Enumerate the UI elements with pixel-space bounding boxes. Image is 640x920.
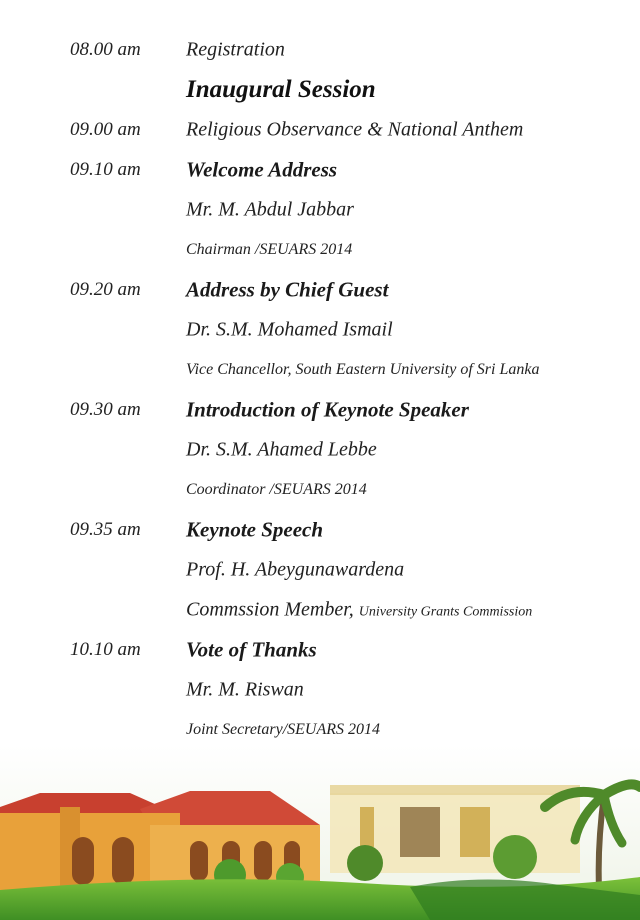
campus-illustration xyxy=(0,745,640,920)
time-label: 08.00 am xyxy=(70,39,141,60)
schedule-row xyxy=(0,110,640,150)
schedule-row xyxy=(0,350,640,390)
event-title: Registration xyxy=(186,38,285,61)
speaker-name: Prof. H. Abeygunawardena xyxy=(186,558,405,581)
schedule-row xyxy=(0,190,640,230)
time-label: 09.10 am xyxy=(70,159,141,180)
schedule-row xyxy=(0,670,640,710)
speaker-role: Coordinator /SEUARS 2014 xyxy=(186,481,367,498)
speaker-name: Mr. M. Abdul Jabbar xyxy=(186,198,354,221)
speaker-role: Vice Chancellor, South Eastern University of Sri Lanka xyxy=(186,361,540,378)
time-label: 09.00 am xyxy=(70,119,141,140)
schedule-row xyxy=(0,630,640,670)
event-title: Welcome Address xyxy=(186,157,338,182)
schedule-row xyxy=(0,390,640,430)
schedule-row xyxy=(0,30,640,70)
schedule-row xyxy=(0,310,640,350)
speaker-name: Dr. S.M. Mohamed Ismail xyxy=(186,318,393,341)
tree xyxy=(347,845,383,881)
schedule-row xyxy=(0,70,640,110)
schedule-row xyxy=(0,230,640,270)
schedule-row xyxy=(0,430,640,470)
schedule-row xyxy=(0,510,640,550)
event-title: Keynote Speech xyxy=(186,517,324,542)
speaker-role: Chairman /SEUARS 2014 xyxy=(186,241,353,258)
time-label: 10.10 am xyxy=(70,639,141,660)
schedule-row xyxy=(0,710,640,750)
tree xyxy=(493,835,537,879)
speaker-role-org: University Grants Commission xyxy=(358,604,533,620)
schedule-row xyxy=(0,550,640,590)
event-title: Vote of Thanks xyxy=(186,637,317,662)
speaker-role: Joint Secretary/SEUARS 2014 xyxy=(186,721,381,738)
schedule-row xyxy=(0,470,640,510)
speaker-role xyxy=(186,599,532,622)
speaker-role-title: Commssion Member, xyxy=(186,598,354,621)
schedule-row xyxy=(0,150,640,190)
event-title: Introduction of Keynote Speaker xyxy=(186,397,469,422)
event-title: Religious Observance & National Anthem xyxy=(186,118,524,141)
speaker-name: Mr. M. Riswan xyxy=(186,678,304,701)
time-label: 09.35 am xyxy=(70,519,141,540)
schedule-row xyxy=(0,590,640,630)
schedule-row xyxy=(0,270,640,310)
speaker-name: Dr. S.M. Ahamed Lebbe xyxy=(186,438,377,461)
time-label: 09.30 am xyxy=(70,399,141,420)
event-title: Address by Chief Guest xyxy=(186,277,389,302)
session-heading: Inaugural Session xyxy=(186,76,376,103)
time-label: 09.20 am xyxy=(70,279,141,300)
